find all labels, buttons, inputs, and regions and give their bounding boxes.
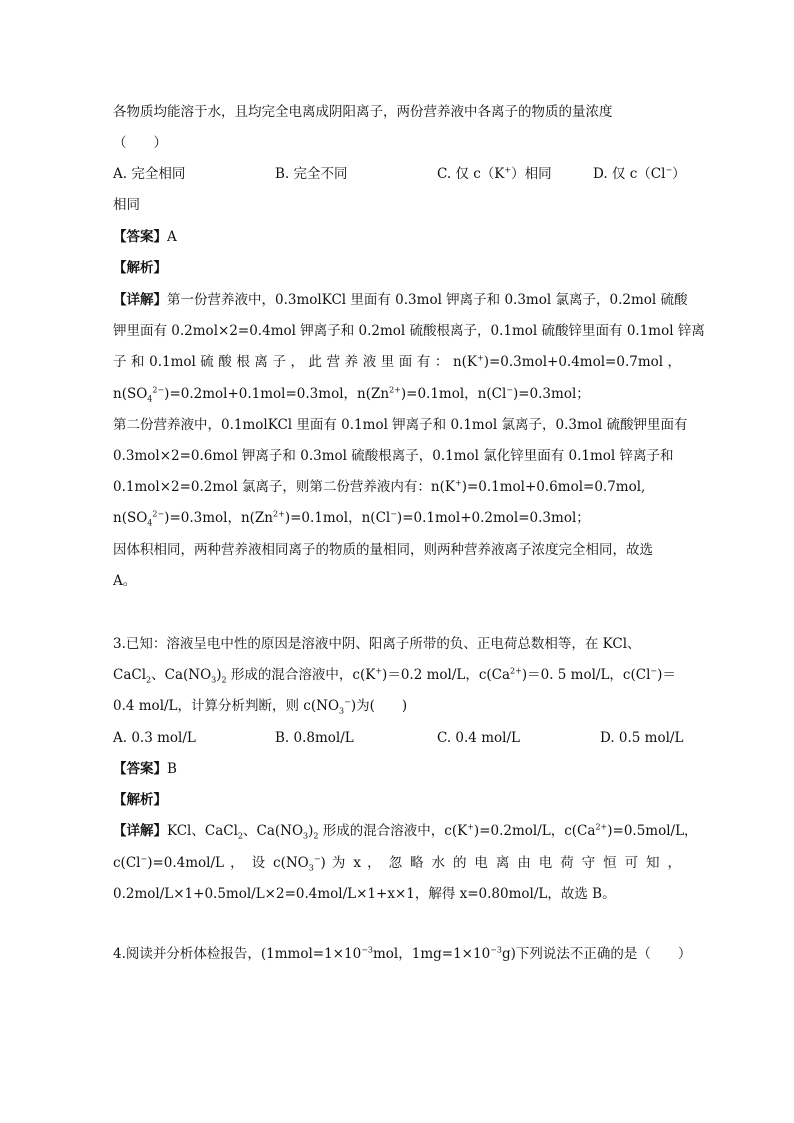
q2-stem-tail: 各物质均能溶于水，且均完全电离成阴阳离子，两份营养液中各离子的物质的量浓度 bbox=[113, 104, 613, 120]
q2-option-b: B. 完全不同 bbox=[275, 166, 348, 182]
q3-option-c: C. 0.4 mol/L bbox=[437, 730, 520, 746]
q2-detail-line: 第二份营养液中，0.1molKCl 里面有 0.1mol 钾离子和 0.1mol 氯离子，0.3mol 硫酸钾里面有 bbox=[113, 417, 688, 433]
q3-option-d: D. 0.5 mol/L bbox=[600, 730, 684, 746]
q3-stem-line: 0.4 mol/L，计算分析判断，则 $c(NO_3^-)$为( ) bbox=[113, 697, 408, 716]
q2-analysis-label: 【解析】 bbox=[113, 260, 167, 276]
q3-analysis-label: 【解析】 bbox=[113, 792, 167, 808]
q4-stem-line: 4.阅读并分析体检报告，($1mmol=1\times 10^{-3}mol$，$1mg=1\times 10^{-3}g$)下列说法不正确的是（ ） bbox=[113, 945, 692, 962]
q2-option-c: C. 仅 c（K+）相同 bbox=[437, 165, 552, 182]
q2-detail-line: 钾里面有 0.2mol×2=0.4mol 钾离子和 0.2mol 硫酸根离子，0.1mol 硫酸锌里面有 0.1mol 锌离 bbox=[113, 323, 705, 339]
q3-detail-line: 0.2mol/L×1+0.5mol/L×2=0.4mol/L×1+x×1，解得 x=0.80mol/L，故选 B。 bbox=[113, 886, 616, 902]
q2-detail-line: 0.3mol×2=0.6mol 钾离子和 0.3mol 硫酸根离子，0.1mol 氯化锌里面有 0.1mol 锌离子和 bbox=[113, 448, 674, 464]
q2-option-d: D. 仅 c（Cl−） bbox=[593, 165, 686, 182]
q2-option-d-cont: 相同 bbox=[113, 197, 140, 213]
q3-detail-line: c(Cl−)=0.4mol/L ， 设 $c(NO_3^-)$ 为 x ， 忽 略 水 的 电 离 由 电 荷 守 恒 可 知 ， bbox=[113, 854, 681, 873]
q3-stem-line: CaCl$_2$、$Ca(NO_3)_2$ 形成的混合溶液中，c(K+)＝0.2 mol/L，$c(Ca^{2+})=0$. 5 mol/L，c(Cl−)＝ bbox=[113, 666, 676, 685]
q2-detail-line: $n(SO_4^{2-})=0.2mol+0.1mol=0.3mol$，$n(Zn^{2+})=0.1mol$，n(Cl−)=0.3mol； bbox=[113, 385, 590, 404]
q3-detail-line: 【详解】KCl、CaCl$_2$、$Ca(NO_3)_2$ 形成的混合溶液中，c(K+)=0.2mol/L，$c(Ca^{2+})=0.5mol/L$， bbox=[113, 822, 698, 841]
q2-detail-line: A。 bbox=[113, 573, 137, 589]
q2-detail-line: 【详解】第一份营养液中，0.3molKCl 里面有 0.3mol 钾离子和 0.3mol 氯离子，0.2mol 硫酸 bbox=[113, 292, 688, 308]
q2-answer: 【答案】A bbox=[113, 229, 177, 245]
q3-stem-line: 3.已知：溶液呈电中性的原因是溶液中阴、阳离子所带的负、正电荷总数相等，在 KCl、 bbox=[113, 636, 641, 652]
q3-answer: 【答案】B bbox=[113, 761, 177, 777]
q3-option-a: A. 0.3 mol/L bbox=[113, 730, 196, 746]
q2-detail-line: 因体积相同，两种营养液相同离子的物质的量相同，则两种营养液离子浓度完全相同，故选 bbox=[113, 542, 653, 558]
q2-detail-line: $n(SO_4^{2-})=0.3mol$，$n(Zn^{2+})=0.1mol$，n(Cl−)=0.1mol+0.2mol=0.3mol； bbox=[113, 509, 590, 528]
q2-detail-line: 子 和 0.1mol 硫 酸 根 离 子 ， 此 营 养 液 里 面 有 ： n(K+)=0.3mol+0.4mol=0.7mol ， bbox=[113, 353, 681, 370]
q2-paren: （ ） bbox=[113, 135, 167, 151]
q2-detail-line: 0.1mol×2=0.2mol 氯离子，则第二份营养液内有：n(K+)=0.1mol+0.6mol=0.7mol, bbox=[113, 478, 646, 495]
q3-option-b: B. 0.8mol/L bbox=[275, 730, 354, 746]
q2-option-a: A. 完全相同 bbox=[113, 166, 186, 182]
